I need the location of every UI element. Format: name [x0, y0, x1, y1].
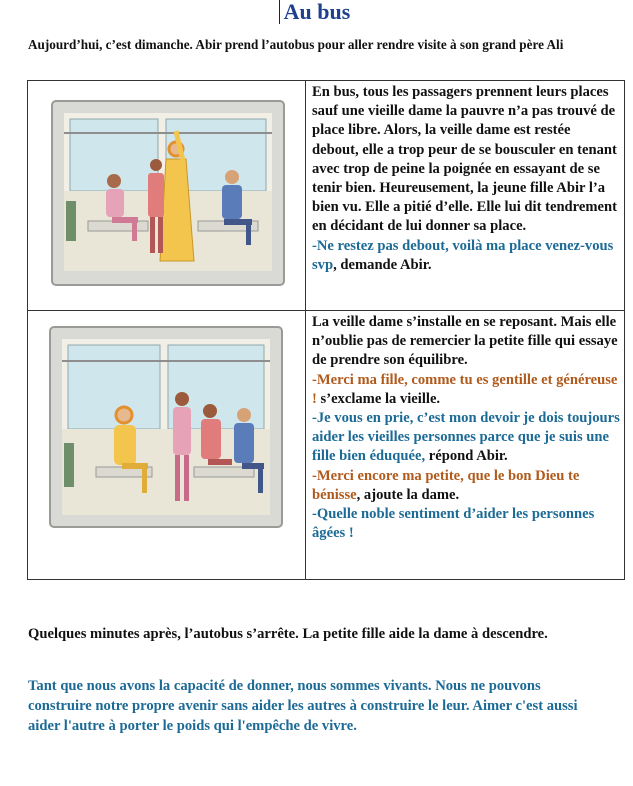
lady-thanks-quote: -Merci ma fille, comme tu es gentille et généreuse !	[312, 371, 618, 407]
illustration-cell-2	[28, 311, 306, 580]
lady-thanks-tail: s’exclame la vieille.	[316, 390, 441, 407]
story-paragraph-1: En bus, tous les passagers prennent leurs places sauf une vieille dame la pauvre n’a pas trouvé de place libre. Alors, la veille dame est restée debout, elle a trop peur de se bousculer en tenant avec trop de peine la poignée en essayant de se tenir bien. Heureusement, la jeune fille Abir l’a bien vu. Elle a pitié d’elle. Elle lui dit tendrement en décidant de lui donner sa place.	[312, 84, 617, 235]
abir-reply-quote: -Je vous en prie, c’est mon devoir je dois toujours aider les vieilles personnes parce que je suis une fille bien éduquée,	[312, 410, 620, 465]
illustration-cell-1	[28, 81, 306, 311]
story-row-1	[28, 81, 625, 311]
moral-paragraph: Tant que nous avons la capacité de donner, nous sommes vivants. Nous ne pouvons construire notre propre avenir sans aider les autres à construire le leur. Aimer c'est aussi aider l'autre à porter le poids qui l'empêche de vivre.	[28, 678, 578, 734]
intro-paragraph: Aujourd’hui, c’est dimanche. Abir prend l’autobus pour aller rendre visite à son grand père Ali	[28, 37, 564, 52]
lady-blessing-quote: -Merci encore ma petite, que le bon Dieu te bénisse	[312, 467, 580, 503]
story-text-cell-2	[306, 311, 625, 580]
abir-quote-tail: , demande Abir.	[333, 256, 432, 273]
lady-blessing-tail: , ajoute la dame.	[356, 486, 460, 503]
page-title: Au bus	[279, 0, 355, 24]
bus-scene-seated-lady-illustration	[28, 311, 305, 579]
conclusion-paragraph: Quelques minutes après, l’autobus s’arrête. La petite fille aide la dame à descendre.	[28, 626, 548, 642]
abir-quote: -Ne restez pas debout, voilà ma place venez-vous svp	[312, 237, 614, 273]
story-row-2	[28, 311, 625, 580]
abir-reply-tail: répond Abir.	[425, 448, 508, 465]
noble-sentiment-quote: -Quelle noble sentiment d’aider les personnes âgées !	[312, 506, 595, 542]
story-text-cell-1	[306, 81, 625, 311]
story-paragraph-2: La veille dame s’installe en se reposant. Mais elle n’oublie pas de remercier la petite fille qui essaye de prendre son équilibre.	[312, 314, 618, 369]
bus-scene-standing-lady-illustration	[28, 81, 305, 310]
story-table	[27, 80, 625, 580]
